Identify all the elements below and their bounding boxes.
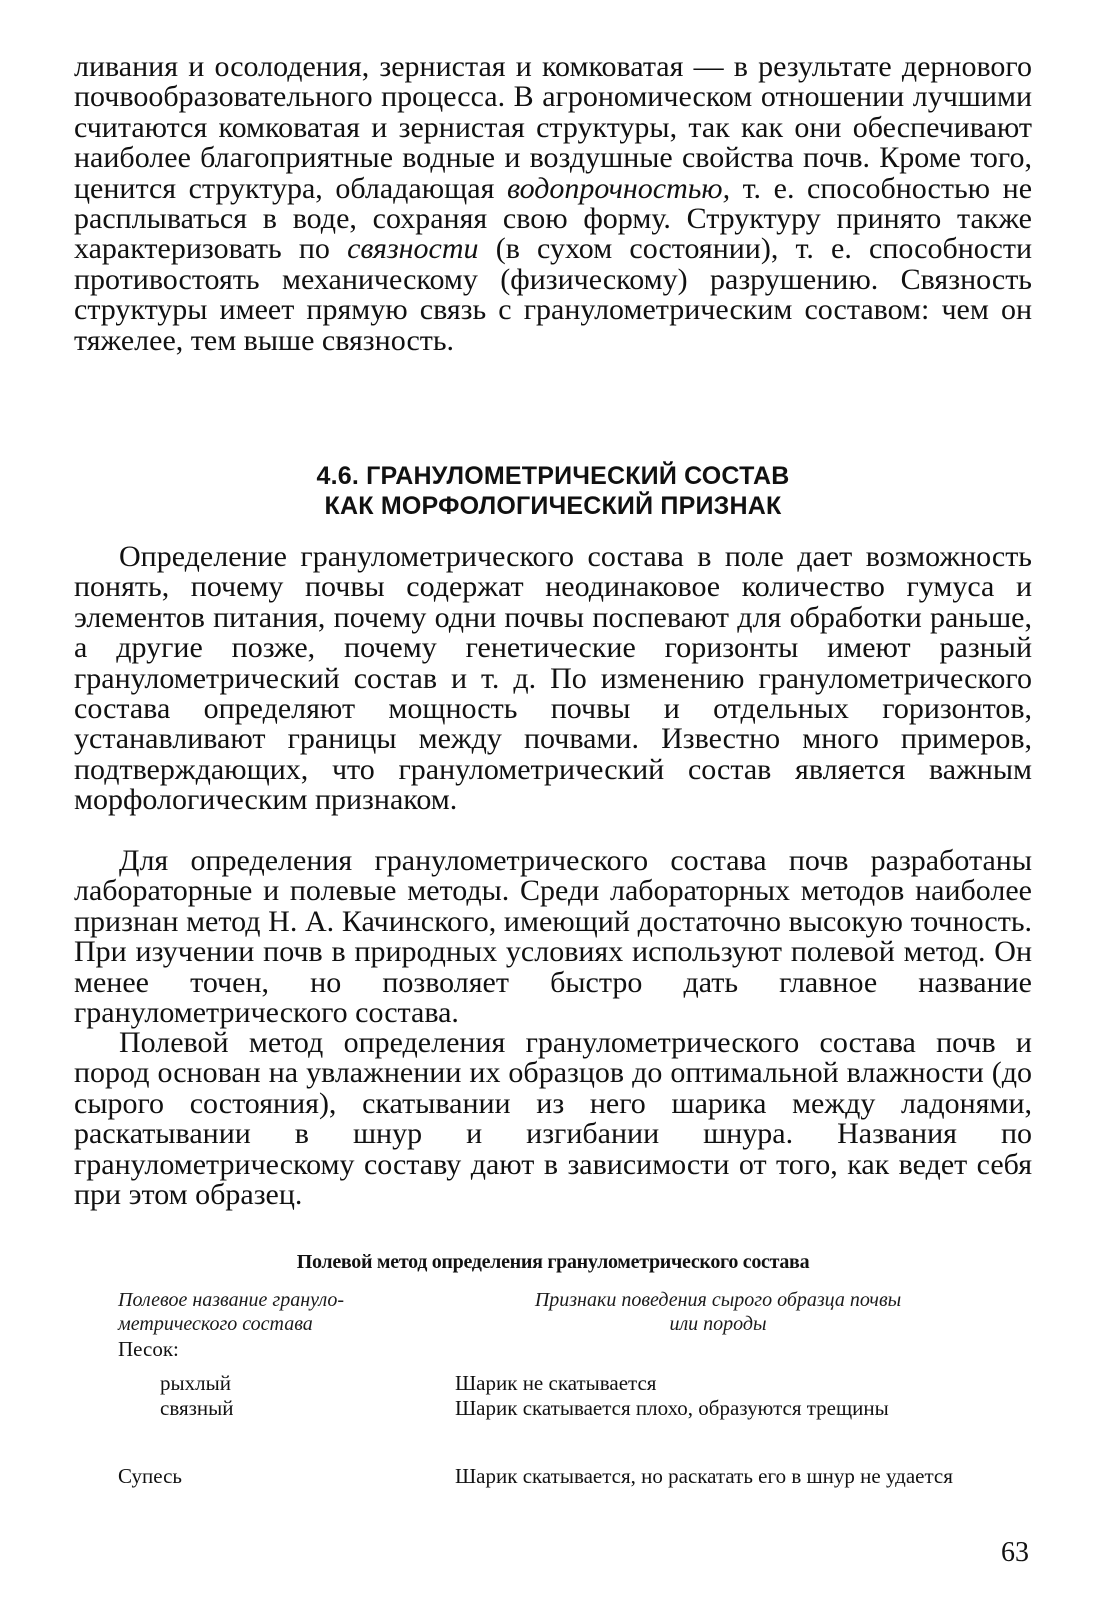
term-cohesion: связности	[347, 232, 479, 266]
paragraph-continuation	[74, 52, 1032, 356]
table-row-name: рыхлый	[160, 1371, 231, 1395]
table-row-description: Шарик скатывается плохо, образуются трещины	[455, 1396, 889, 1420]
table-header-name	[118, 1288, 438, 1336]
table-title: Полевой метод определения гранулометрического состава	[296, 1251, 810, 1273]
table-header-name-line-1: Полевое название грануло-	[118, 1289, 345, 1311]
table-row-name: Супесь	[118, 1464, 182, 1488]
paragraph-continuation-part1: ливания и осолодения, зернистая и комковатая — в результате дернового почвообразовательного процесса. В агрономическом отношении лучшими считаются комковатая и зернистая структуры, так как они обеспечивают наиболее благоприятные водные и воздушные свойства почв. Кроме того, ценится структура, обладающая	[74, 50, 1032, 205]
term-water-resistance: водопрочностью,	[506, 171, 731, 205]
section-heading	[74, 461, 1032, 521]
table-row-description: Шарик скатывается, но раскатать его в шнур не удается	[455, 1464, 953, 1488]
page-number: 63	[1001, 1537, 1029, 1568]
table-group-sand: Песок:	[118, 1337, 179, 1361]
table-header-features-line-2: или породы	[669, 1313, 767, 1335]
table-header-name-line-2: метрического состава	[118, 1313, 313, 1335]
table-header-features	[448, 1288, 988, 1336]
section-heading-line-2: КАК МОРФОЛОГИЧЕСКИЙ ПРИЗНАК	[324, 492, 782, 520]
table-row-description: Шарик не скатывается	[455, 1371, 657, 1395]
table-header-features-line-1: Признаки поведения сырого образца почвы	[534, 1289, 902, 1311]
paragraph-definition: Определение гранулометрического состава в поле дает возможность понять, почему почвы содержат неодинаковое количество гумуса и элементов питания, почему одни почвы поспевают для обработки раньше, а другие позже, почему генетические горизонты имеют разный гранулометрический состав и т. д. По изменению гранулометрического состава определяют мощность почвы и отдельных горизонтов, устанавливают границы между почвами. Известно много примеров, подтверждающих, что гранулометрический состав является важным морфологическим признаком.	[74, 540, 1032, 817]
paragraph-continuation-part2: т. е. способностью не расплываться в воде, сохраняя свою форму. Структуру принято также характеризовать по	[74, 171, 1033, 266]
section-heading-line-1: 4.6. ГРАНУЛОМЕТРИЧЕСКИЙ СОСТАВ	[316, 462, 790, 490]
table-row-name: связный	[160, 1396, 234, 1420]
paragraph-field-method: Полевой метод определения гранулометрического состава почв и пород основан на увлажнении их образцов до оптимальной влажности (до сырого состояния), скатывании из него шарика между ладонями, раскатывании в шнур и изгибании шнура. Названия по гранулометрическому составу дают в зависимости от того, как ведет себя при этом образец.	[74, 1026, 1032, 1212]
paragraph-methods: Для определения гранулометрического состава почв разработаны лабораторные и полевые методы. Среди лабораторных методов наиболее признан метод Н. А. Качинского, имеющий достаточно высокую точность. При изучении почв в природных условиях используют полевой метод. Он менее точен, но позволяет быстро дать главное название гранулометрического состава.	[74, 844, 1032, 1030]
paragraph-continuation-part3: (в сухом состоянии), т. е. способности противостоять механическому (физическому) разрушению. Связность структуры имеет прямую связь с гранулометрическим составом: чем он тяжелее, тем выше связность.	[74, 232, 1032, 357]
